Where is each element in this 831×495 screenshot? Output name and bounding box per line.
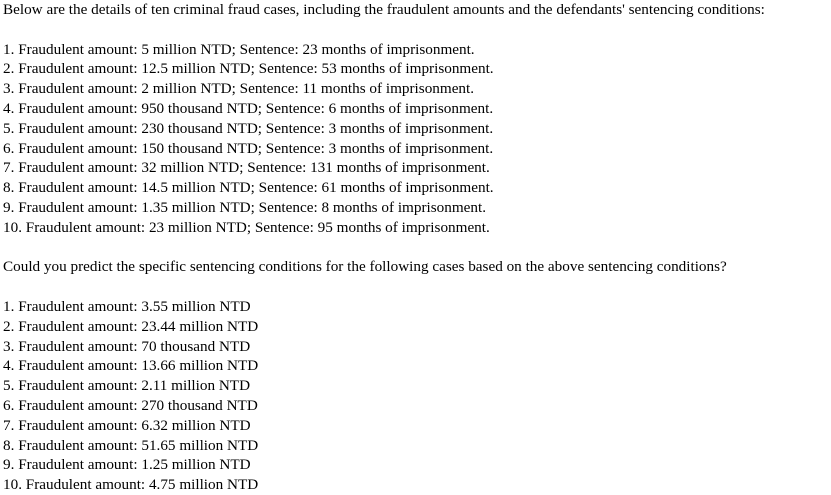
- known-case-item: 6. Fraudulent amount: 150 thousand NTD; Sentence: 3 months of imprisonment.: [3, 139, 494, 157]
- query-case-item: 3. Fraudulent amount: 70 thousand NTD: [3, 337, 251, 355]
- known-case-item: 7. Fraudulent amount: 32 million NTD; Sentence: 131 months of imprisonment.: [3, 159, 490, 177]
- known-case-item: 9. Fraudulent amount: 1.35 million NTD; Sentence: 8 months of imprisonment.: [3, 198, 486, 216]
- known-case-item: 4. Fraudulent amount: 950 thousand NTD; Sentence: 6 months of imprisonment.: [3, 99, 494, 117]
- spacer: [3, 20, 829, 40]
- query-case-item: 4. Fraudulent amount: 13.66 million NTD: [3, 357, 259, 375]
- query-case-item: 8. Fraudulent amount: 51.65 million NTD: [3, 436, 259, 454]
- known-case-item: 10. Fraudulent amount: 23 million NTD; Sentence: 95 months of imprisonment.: [3, 218, 490, 236]
- spacer: [3, 238, 829, 258]
- query-case-item: 9. Fraudulent amount: 1.25 million NTD: [3, 456, 251, 474]
- known-case-item: 1. Fraudulent amount: 5 million NTD; Sentence: 23 months of imprisonment.: [3, 40, 475, 58]
- known-case-item: 3. Fraudulent amount: 2 million NTD; Sentence: 11 months of imprisonment.: [3, 80, 475, 98]
- known-case-item: 8. Fraudulent amount: 14.5 million NTD; Sentence: 61 months of imprisonment.: [3, 179, 494, 197]
- query-cases-list: [3, 297, 829, 495]
- query-case-item: 2. Fraudulent amount: 23.44 million NTD: [3, 317, 259, 335]
- question-paragraph: Could you predict the specific sentencing conditions for the following cases based on the above sentencing conditions?: [3, 258, 727, 276]
- query-case-item: 7. Fraudulent amount: 6.32 million NTD: [3, 416, 251, 434]
- query-case-item: 5. Fraudulent amount: 2.11 million NTD: [3, 377, 251, 395]
- document-body: [3, 0, 829, 495]
- known-cases-list: [3, 40, 829, 238]
- query-case-item: 10. Fraudulent amount: 4.75 million NTD: [3, 476, 259, 494]
- query-case-item: 1. Fraudulent amount: 3.55 million NTD: [3, 297, 251, 315]
- intro-paragraph: Below are the details of ten criminal fraud cases, including the fraudulent amounts and the defendants' sentencing conditions:: [3, 1, 765, 18]
- query-case-item: 6. Fraudulent amount: 270 thousand NTD: [3, 396, 258, 414]
- spacer: [3, 277, 829, 297]
- known-case-item: 5. Fraudulent amount: 230 thousand NTD; Sentence: 3 months of imprisonment.: [3, 119, 494, 137]
- known-case-item: 2. Fraudulent amount: 12.5 million NTD; Sentence: 53 months of imprisonment.: [3, 60, 494, 78]
